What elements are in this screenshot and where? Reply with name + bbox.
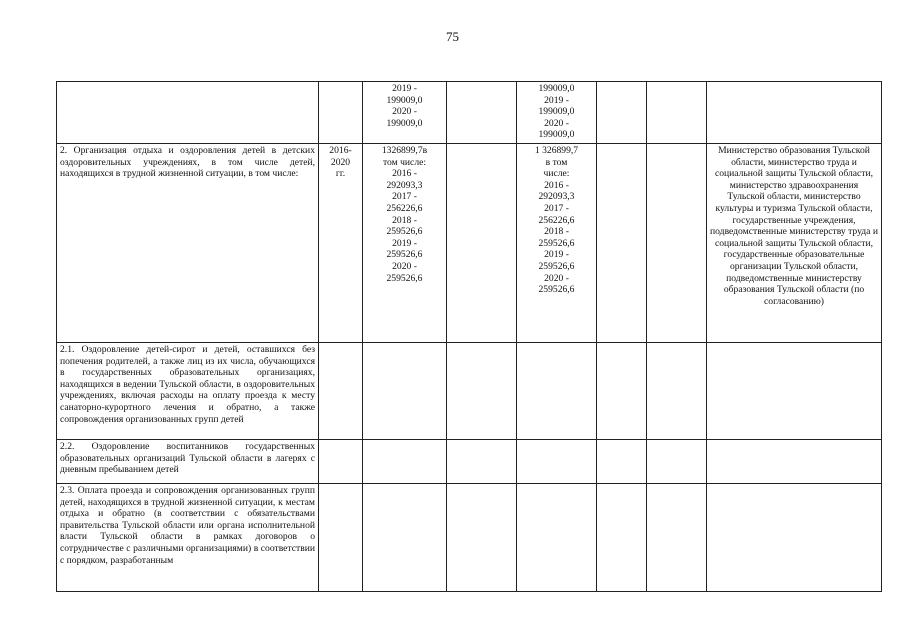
table-row-continuation bbox=[57, 82, 882, 144]
page-number: 75 bbox=[446, 29, 459, 44]
cell-period bbox=[319, 82, 363, 144]
cell-federal bbox=[447, 144, 517, 343]
table-row-item-2-2 bbox=[57, 440, 882, 484]
cell-total: 2019 - 199009,0 2020 - 199009,0 bbox=[363, 82, 447, 144]
table-row-item-2-1 bbox=[57, 343, 882, 440]
cell-local bbox=[597, 144, 647, 343]
program-table bbox=[56, 81, 882, 592]
cell-executor: Министерство образования Тульской области, министерство труда и социальной защиты Тульской области, министерство здравоохранения Тульской области, министерство культуры и туризма Тульской области, государственные учреждения, подведомственные министерству труда и социальной защиты Тульской области, государственные образовательные организации Тульской области, подведомственные министерству образования Тульской области (по согласованию) bbox=[707, 144, 882, 343]
cell-total: 1326899,7в том числе: 2016 - 292093,3 2017 - 256226,6 2018 - 259526,6 2019 - 259526,6 2020 - 259526,6 bbox=[363, 144, 447, 343]
cell-description: 2.3. Оплата проезда и сопровождения организованных групп детей, находящихся в трудной жизненной ситуации, к местам отдыха и обратно (в соответствии с обязательствами правительства Тульской области или органа исполнительной власти Тульской области в рамках договоров о сотрудничестве с различными организациями) в соответствии с порядком, разработанным bbox=[57, 484, 319, 592]
cell-description: 2. Организация отдыха и оздоровления детей в детских оздоровительных учреждениях, в том числе детей, находящихся в трудной жизненной ситуации, в том числе: bbox=[57, 144, 319, 343]
cell-period: 2016- 2020 гг. bbox=[319, 144, 363, 343]
cell-regional: 1 326899,7 в том числе: 2016 - 292093,3 2017 - 256226,6 2018 - 259526,6 2019 - 259526,6 2020 - 259526,6 bbox=[517, 144, 597, 343]
cell-other bbox=[647, 82, 707, 144]
cell-federal bbox=[447, 82, 517, 144]
cell-description: 2.1. Оздоровление детей-сирот и детей, оставшихся без попечения родителей, а также лиц из их числа, обучающихся в государственных образовательных организациях, находящихся в ведении Тульской области, в оздоровительных учреждениях, включая расходы на оплату проезда к месту санаторно-курортного лечения и обратно, а также сопровождения организованных групп детей bbox=[57, 343, 319, 440]
cell-local bbox=[597, 82, 647, 144]
cell-description: 2.2. Оздоровление воспитанников государственных образовательных организаций Тульской области в лагерях с дневным пребыванием детей bbox=[57, 440, 319, 484]
cell-regional: 199009,0 2019 - 199009,0 2020 - 199009,0 bbox=[517, 82, 597, 144]
cell-other bbox=[647, 144, 707, 343]
table-row-item-2 bbox=[57, 144, 882, 343]
cell-description bbox=[57, 82, 319, 144]
table-row-item-2-3 bbox=[57, 484, 882, 592]
cell-executor bbox=[707, 82, 882, 144]
